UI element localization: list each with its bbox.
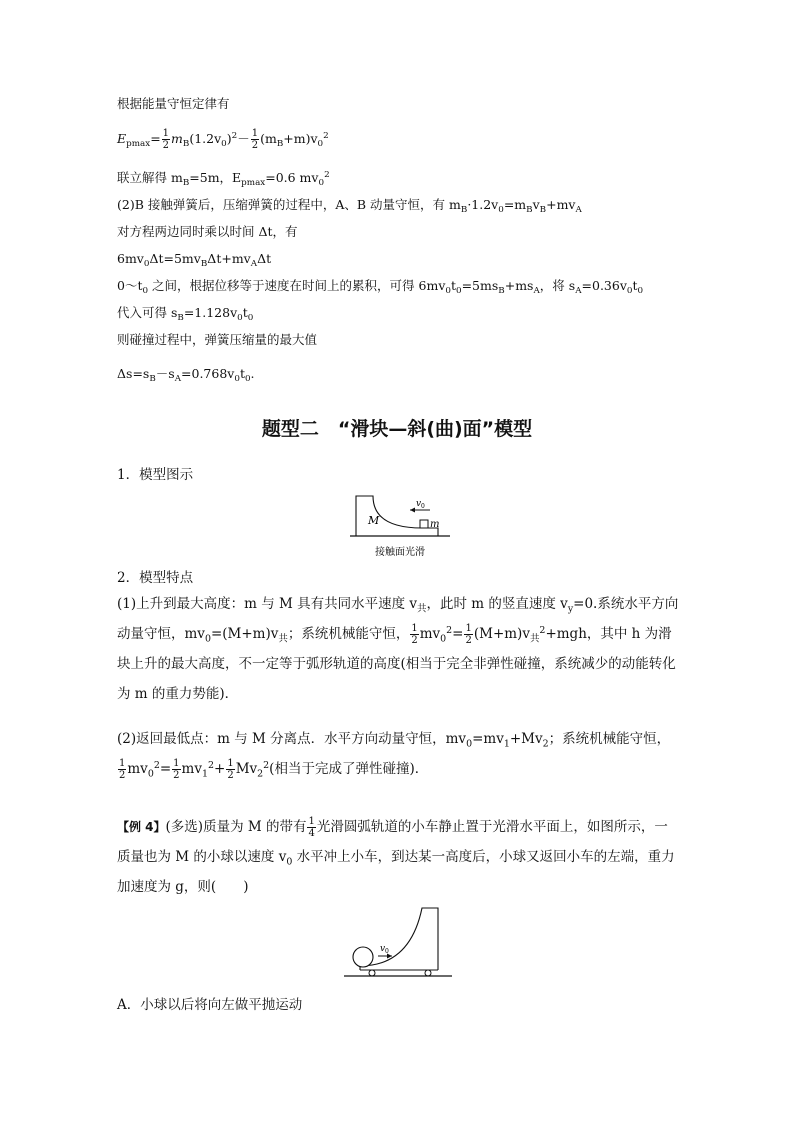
figure-ball-cart [340, 904, 462, 980]
solution-line-9: 则碰撞过程中，弹簧压缩量的最大值 [117, 332, 318, 347]
label-m: m [430, 519, 440, 530]
item-model-figure: 1．模型图示 [117, 467, 194, 483]
example-tag: 【例 4】 [117, 820, 166, 834]
solution-line-10: $\Delta s=s_B-s_A=0.768v_0t_0$. [117, 366, 255, 385]
label-v: v [416, 499, 422, 509]
solution-line-4: (2)B 接触弹簧后，压缩弹簧的过程中，A、B 动量守恒，有 $m_B\cdot 1.2v_0=m_Bv_B+mv_A$ [117, 197, 582, 216]
figure-slider-curved-block [340, 488, 460, 562]
label-v-sub: 0 [421, 503, 425, 510]
label-v0-sub: 0 [385, 948, 389, 955]
paragraph-lowest-point: (2)返回最低点：m 与 M 分离点．水平方向动量守恒，$mv_0=mv_1+Mv_2$；系统机械能守恒， $\frac{1}{2}$ $mv_0^2=$ $\frac{1}{2}$ $mv_1^2+$ $\frac{1}{2}$ $Mv_2^2$(相当于完成了弹性碰撞)． [117, 731, 671, 781]
fraction-quarter: $\frac{1}{4}$ [308, 816, 315, 839]
item-model-features: 2．模型特点 [117, 570, 194, 586]
example-4: 【例 4】(多选)质量为 M 的带有 $\frac{1}{4}$ 光滑圆弧轨道的小车静止置于光滑水平面上，如图所示，一质量也为 M 的小球以速度 $v_0$ 水平冲上小车，到达某一高度后，小球又返回小车的左端，重力加速度为 g，则( ) [117, 816, 675, 895]
solution-line-7: $0\sim t_0$ 之间，根据位移等于速度在时间上的累积，可得 $6mv_0t_0=5ms_B+ms_A$，将 $s_A=0.36v_0t_0$ [117, 278, 644, 297]
slider-m [420, 520, 428, 528]
arrow-head [410, 508, 415, 513]
option-a: A．小球以后将向左做平抛运动 [117, 997, 303, 1013]
fraction-half: $\frac{1}{2}$ [162, 128, 170, 151]
equation-energy: $E_{pmax}=$ $\frac{1}{2}$ $m_B(1.2v_0)^2-$ $\frac{1}{2}$ $(m_B+m)v_0^2$ [117, 128, 329, 151]
cart-wheel-left [369, 970, 375, 976]
ball [353, 947, 373, 967]
caption-smooth: 接触面光滑 [375, 547, 425, 558]
cart-wheel-right [425, 970, 431, 976]
fraction-half-2: $\frac{1}{2}$ [251, 128, 259, 151]
label-v0: v [380, 944, 386, 954]
solution-line-1: 根据能量守恒定律有 [117, 96, 230, 111]
label-M: M [368, 514, 380, 527]
paragraph-max-height: (1)上升到最大高度：m 与 M 具有共同水平速度 $v_共$，此时 m 的竖直速度 $v_y=0$.系统水平方向动量守恒，$mv_0=(M+m)v_共$；系统机械能守恒， $\frac{1}{2}$ $mv_0^2=$ $\frac{1}{2}$ $(M+m)v_共^2+mgh$，其中 h 为滑块上升的最大高度，不一定等于弧形轨道的高度(相当于完全非弹性碰撞，系统减少的动能转化为 m 的重力势能)． [117, 596, 679, 702]
solution-line-8: 代入可得 $s_B=1.128v_0t_0$ [117, 305, 254, 324]
solution-line-3: 联立解得 $m_B=5m$，$E_{pmax}=0.6$ $mv_0^2$ [117, 170, 330, 189]
section-title: 题型二 “滑块—斜(曲)面”模型 [261, 418, 533, 440]
solution-line-5: 对方程两边同时乘以时间 Δt，有 [117, 224, 298, 239]
solution-line-6: $6mv_0\Delta t=5mv_B\Delta t+mv_A\Delta t$ [117, 251, 272, 270]
